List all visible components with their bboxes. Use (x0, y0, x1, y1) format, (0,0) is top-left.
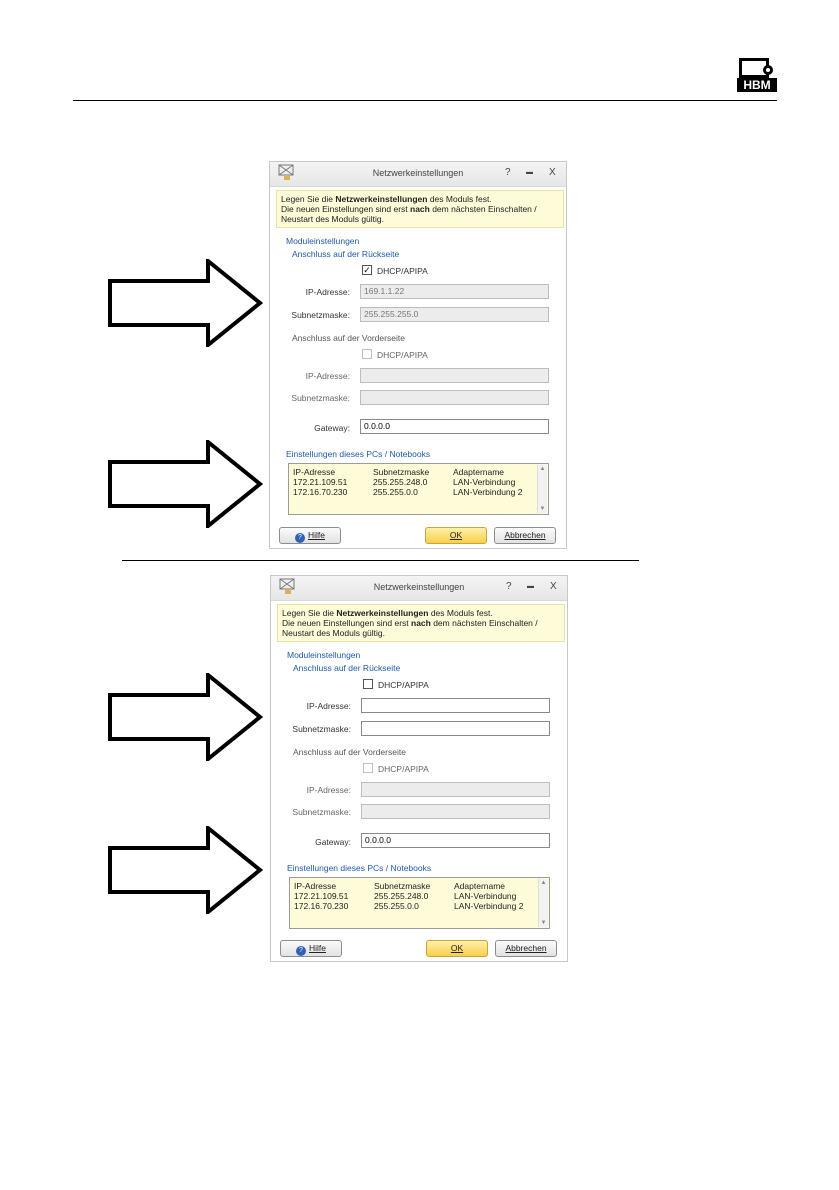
minimize-icon[interactable]: ▬ (526, 169, 533, 176)
scroll-down-icon[interactable]: ▼ (540, 920, 547, 926)
column-header: IP-Adresse (294, 881, 337, 891)
dialog-title: Netzwerkeinstellungen (372, 168, 464, 178)
rear-port-heading: Anschluss auf der Rückseite (292, 249, 400, 259)
ok-button-label: OK (449, 530, 463, 540)
front-mask-field[interactable] (361, 804, 550, 819)
info-panel (276, 190, 564, 228)
front-port-heading: Anschluss auf der Vorderseite (292, 333, 405, 343)
ok-button-label: OK (450, 943, 464, 953)
rear-mask-label: Subnetzmaske: (291, 310, 350, 320)
list-cell: 255.255.0.0 (373, 487, 418, 497)
hbm-logo-text: HBM (737, 78, 777, 92)
scroll-up-icon[interactable]: ▲ (540, 880, 547, 886)
pc-adapter-list[interactable] (289, 877, 550, 929)
header-rule (73, 100, 777, 101)
front-port-heading: Anschluss auf der Vorderseite (293, 747, 406, 757)
right-arrow-icon (108, 826, 263, 914)
info-text: des Moduls fest. (428, 608, 493, 618)
dialog-titlebar (271, 576, 567, 601)
minimize-icon[interactable]: ▬ (527, 583, 534, 590)
column-header: Adaptername (454, 881, 506, 891)
gateway-label: Gateway: (315, 837, 351, 847)
list-cell: LAN-Verbindung (453, 477, 516, 487)
info-text: Die neuen Einstellungen sind erst (281, 204, 410, 214)
rear-ip-label: IP-Adresse: (305, 287, 350, 297)
column-header: IP-Adresse (293, 467, 336, 477)
cancel-button-label: Abbrechen (505, 943, 547, 953)
info-bold-text: nach (411, 618, 431, 628)
ok-button[interactable] (425, 527, 487, 544)
front-mask-label: Subnetzmaske: (291, 393, 350, 403)
rear-dhcp-label: DHCP/APIPA (377, 266, 428, 276)
right-arrow-icon (108, 440, 263, 528)
column-header: Subnetzmaske (373, 467, 430, 477)
help-circle-icon: ? (295, 533, 305, 543)
rear-dhcp-checkbox[interactable] (363, 679, 373, 689)
rear-ip-field[interactable]: 169.1.1.22 (360, 284, 549, 299)
network-settings-dialog (269, 161, 567, 549)
list-cell: 172.21.109.51 (293, 477, 348, 487)
dialog-titlebar (270, 162, 566, 187)
separator-rule (122, 560, 639, 561)
network-settings-dialog (270, 575, 568, 962)
front-ip-field[interactable] (360, 368, 549, 383)
rear-mask-label: Subnetzmaske: (292, 724, 351, 734)
info-text: Legen Sie die (281, 194, 336, 204)
hbm-logo-mark (739, 58, 769, 78)
module-settings-heading: Moduleinstellungen (286, 236, 360, 246)
info-bold-text: nach (410, 204, 430, 214)
help-button[interactable] (279, 527, 341, 544)
gateway-field[interactable]: 0.0.0.0 (360, 419, 549, 434)
rear-dhcp-label: DHCP/APIPA (378, 680, 429, 690)
cancel-button[interactable] (495, 940, 557, 957)
list-scrollbar[interactable] (538, 879, 548, 927)
module-settings-heading: Moduleinstellungen (287, 650, 361, 660)
info-text: dem nächsten Einschalten / (430, 618, 538, 628)
rear-mask-field[interactable]: 255.255.255.0 (360, 307, 549, 322)
front-mask-field[interactable] (360, 390, 549, 405)
front-ip-field[interactable] (361, 782, 550, 797)
cancel-button[interactable] (494, 527, 556, 544)
cancel-button-label: Abbrechen (504, 530, 546, 540)
list-cell: 255.255.248.0 (374, 891, 429, 901)
help-button-label: Hilfe (307, 530, 325, 540)
rear-ip-label: IP-Adresse: (306, 701, 351, 711)
scroll-down-icon[interactable]: ▼ (539, 506, 546, 512)
front-mask-label: Subnetzmaske: (292, 807, 351, 817)
list-cell: LAN-Verbindung 2 (454, 901, 524, 911)
rear-port-heading: Anschluss auf der Rückseite (293, 663, 401, 673)
dialog-title: Netzwerkeinstellungen (373, 582, 465, 592)
rear-ip-field[interactable] (361, 698, 550, 713)
scroll-up-icon[interactable]: ▲ (539, 466, 546, 472)
list-cell: 172.21.109.51 (294, 891, 349, 901)
help-circle-icon: ? (296, 946, 306, 956)
list-cell: 172.16.70.230 (294, 901, 349, 911)
info-bold-text: Netzwerkeinstellungen (336, 608, 429, 618)
info-text: Neustart des Moduls gültig. (282, 628, 385, 638)
pc-adapter-list[interactable] (288, 463, 549, 515)
list-cell: 255.255.0.0 (374, 901, 419, 911)
front-dhcp-label: DHCP/APIPA (377, 350, 428, 360)
column-header: Subnetzmaske (374, 881, 431, 891)
help-icon[interactable]: ? (505, 167, 511, 178)
front-dhcp-label: DHCP/APIPA (378, 764, 429, 774)
pc-settings-heading: Einstellungen dieses PCs / Notebooks (287, 863, 432, 873)
gateway-label: Gateway: (314, 423, 350, 433)
rear-mask-field[interactable] (361, 721, 550, 736)
info-text: des Moduls fest. (427, 194, 492, 204)
info-bold-text: Netzwerkeinstellungen (335, 194, 428, 204)
column-header: Adaptername (453, 467, 505, 477)
info-text: Die neuen Einstellungen sind erst (282, 618, 411, 628)
ok-button[interactable] (426, 940, 488, 957)
right-arrow-icon (108, 673, 263, 761)
info-text: dem nächsten Einschalten / (429, 204, 537, 214)
front-dhcp-checkbox[interactable] (363, 763, 373, 773)
info-text: Neustart des Moduls gültig. (281, 214, 384, 224)
close-icon[interactable]: X (550, 581, 557, 592)
info-panel (277, 604, 565, 642)
info-text: Legen Sie die (282, 608, 337, 618)
help-icon[interactable]: ? (506, 581, 512, 592)
front-ip-label: IP-Adresse: (306, 785, 351, 795)
right-arrow-icon (108, 259, 263, 347)
front-ip-label: IP-Adresse: (305, 371, 350, 381)
list-cell: 255.255.248.0 (373, 477, 428, 487)
list-scrollbar[interactable] (537, 465, 547, 513)
help-button-label: Hilfe (308, 943, 326, 953)
front-dhcp-checkbox[interactable] (362, 349, 372, 359)
close-icon[interactable]: X (549, 167, 556, 178)
pc-settings-heading: Einstellungen dieses PCs / Notebooks (286, 449, 431, 459)
gateway-field[interactable]: 0.0.0.0 (361, 833, 550, 848)
list-cell: LAN-Verbindung (454, 891, 517, 901)
hbm-logo (737, 58, 777, 94)
list-cell: LAN-Verbindung 2 (453, 487, 523, 497)
help-button[interactable] (280, 940, 342, 957)
rear-dhcp-checkbox[interactable]: ✓ (363, 265, 371, 275)
list-cell: 172.16.70.230 (293, 487, 348, 497)
